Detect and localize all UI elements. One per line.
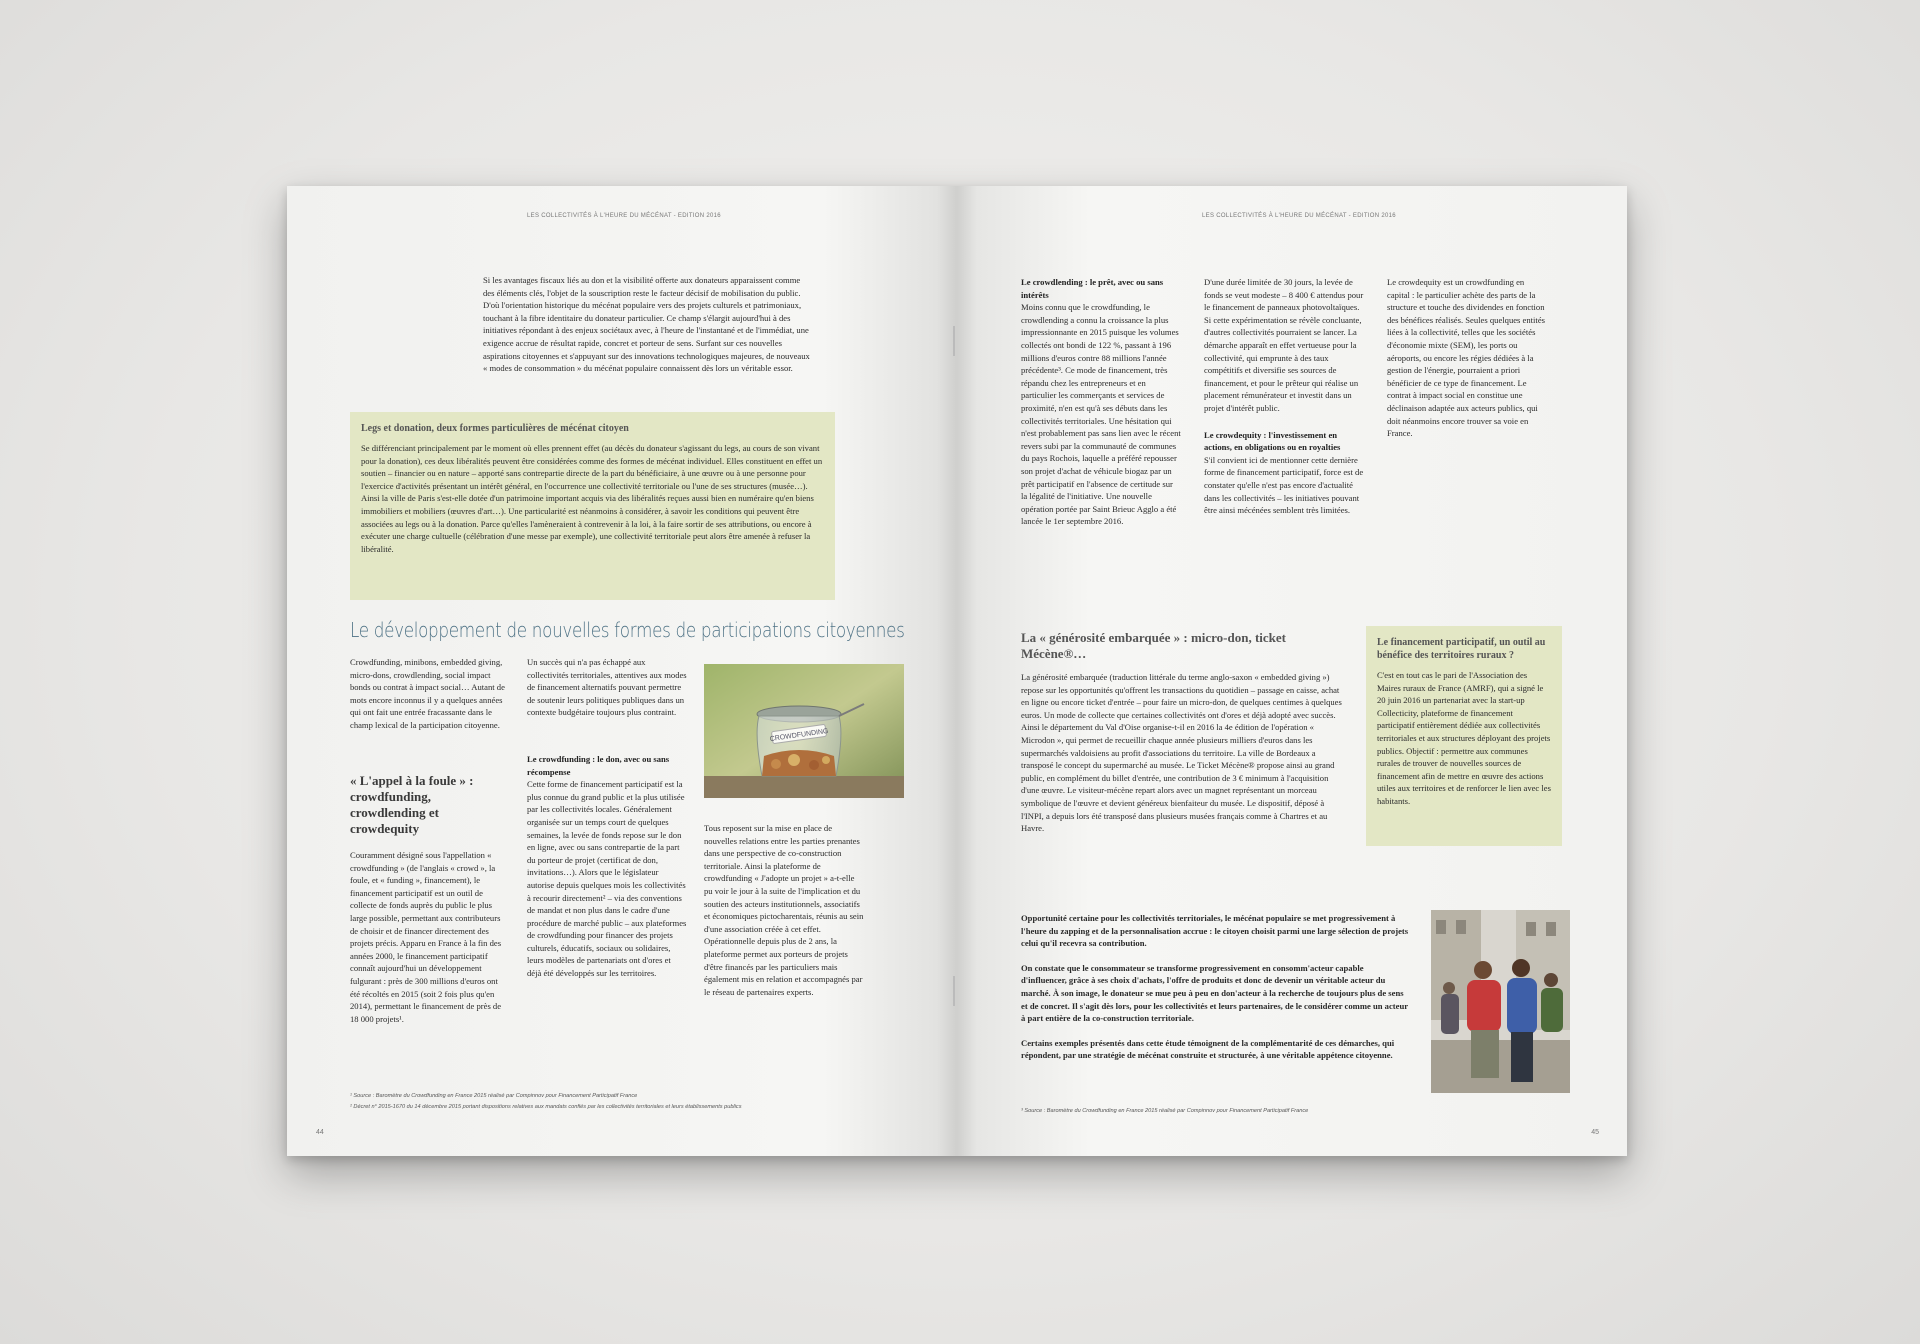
generosite-text: La générosité embarquée (traduction littérale du terme anglo-saxon « embedded giving ») repose sur les opportunités qu'offrent les transactions du quotidien – passage en caisse, achat en ligne ou encore ticket d'entrée – pour faire un micro-don, de quelques centimes à quelques euros. Un mode de collecte que certaines collectivités ont d'ores et déjà adopté avec succès. Ainsi le département du Val d'Oise organise-t-il en 2016 la 4e édition de l'opération « Microdon », qui permet de recueillir chaque année plusieurs milliers d'euros dans les supermarchés valdoisiens au profit d'associations du territoire. La ville de Bordeaux a transposé le concept du supermarché au musée. Le Ticket Mécène® propose ainsi au grand public, en complément du billet d'entrée, une contribution de 3 € minimum à l'acquisition d'une œuvre. Le visiteur-mécène repart alors avec un magnet représentant un morceau symbolique de l'œuvre et devient généreux bienfaiteur du musée. Le dispositif, déposé à l'INPI, a depuis lors été transposé dans plusieurs musées français comme à Chartres et au Havre. — [1021, 672, 1342, 834]
footnote-1: ¹ Source : Baromètre du Crowdfunding en France 2015 réalisé par Compinnov pour Financement Participatif France — [350, 1093, 638, 1099]
footnote-3: ³ Source : Baromètre du Crowdfunding en France 2015 réalisé par Compinnov pour Financement Participatif France — [1021, 1108, 1309, 1114]
crowdfunding-don-subhead: Le crowdfunding : le don, avec ou sans récompense — [527, 753, 670, 777]
binding-mark — [953, 976, 955, 1006]
box-title: Legs et donation, deux formes particulières de mécénat citoyen — [361, 423, 629, 434]
binding-mark — [953, 326, 955, 356]
column-3: Tous reposent sur la mise en place de nouvelles relations entre les parties prenantes dans une perspective de co-construction territoriale. Ainsi la plateforme de crowdfunding « J'adopte un projet » a-t-elle pu voir le jour à la suite de l'implication et du soutien des acteurs institutionnels, associatifs et économiques pictocharentais, réunis au sein d'une association créée à cet effet. Opérationnelle depuis plus de 2 ans, la plateforme permet aux porteurs de projets d'être financés par les particuliers mais également mis en relation et accompagnés par le réseau de partenaires experts. — [704, 823, 864, 997]
column-2: Un succès qui n'a pas échappé aux collectivités territoriales, attentives aux modes de financement alternatifs pouvant permettre de soutenir leurs politiques publiques dans un contexte budgétaire toujours plus contraint. Le crowdfunding : le don, avec ou sans récompense Cette forme de financement participatif est la plus connue du grand public et la plus utilisée par les collectivités locales. Généralement organisée sur un temps court de quelques semaines, la levée de fonds repose sur le don en ligne, avec ou sans contrepartie de la part du porteur de projet (certificat de don, invitations…). Alors que le législateur autorise depuis quelques mois les collectivités à recourir directement² – via des conventions de mandat et non plus dans le cadre d'une procédure de marché public – aux plateformes de crowdfunding pour financer des projets culturels, éducatifs, sociaux ou solidaires, leurs modèles de partenariats ont d'ores et déjà été développés sur les territoires. — [527, 657, 687, 979]
jar-label: CROWDFUNDING — [769, 727, 829, 744]
left-page — [287, 186, 957, 1156]
page-number: 44 — [316, 1129, 324, 1136]
crowdlending-subhead: Le crowdlending : le prêt, avec ou sans intérêts — [1021, 277, 1164, 300]
box-text: Se différenciant principalement par le moment où elles prennent effet (au décès du donateur s'agissant du legs, au cours de son vivant pour la donation), ces deux libéralités peuvent être considérées comme des formes de mécénat individuel. Elles constituent en effet un soutien – financier ou en nature – apporté sans contrepartie directe de la part du bénéficiaire, à une œuvre ou à une personne pour l'exercice d'activités présentant un intérêt général, en l'occurrence une collectivité territoriale ou l'une de ses structures (musée…). Ainsi la ville de Paris s'est-elle dotée d'un patrimoine important acquis via des libéralités reçues aussi bien en numéraire qu'en biens immobiliers et mobiliers (œuvres d'art…). Une particularité est néanmoins à considérer, à savoir les conditions qui peuvent être associées au legs ou à la donation. Parce qu'elles l'amèneraient à contrevenir à la loi, à la faire sortir de ses attributions, ou encore à exécuter une charge cultuelle (célébration d'une messe par exemple), une collectivité territoriale peut alors être amenée à refuser la libéralité. — [361, 443, 823, 554]
box-text: C'est en tout cas le pari de l'Association des Maires ruraux de France (AMRF), qui a signé le 20 juin 2016 un partenariat avec la start-up Collecticity, plateforme de financement participatif entièrement dédiée aux collectivités territoriales et aux structures déployant des projets publics. Objectif : permettre aux communes rurales de trouver de nouvelles sources de financement afin de mettre en œuvre des actions utiles aux territoires et de renforcer le lien avec les habitants. — [1377, 670, 1551, 806]
intro-paragraph: Si les avantages fiscaux liés au don et la visibilité offerte aux donateurs apparaissent comme des éléments clés, l'objet de la souscription reste le facteur décisif de mobilisation du public. D'où l'orientation historique du mécénat populaire vers des projets culturels et patrimoniaux, touchant à la fibre identitaire du donateur particulier. Ce champ s'élargit aujourd'hui à des initiatives répondant à des enjeux sociétaux avec, à l'heure de l'instantané et de l'immédiat, une exigence accrue de résultat rapide, concret et porteur de sens. Surfant sur ces nouvelles aspirations citoyennes et s'appuyant sur des innovations technologiques majeures, de nouveaux « modes de consommation » du mécénat populaire connaissent dès lors un véritable essor. — [483, 275, 810, 374]
crowdfunding-jar-photo — [704, 664, 904, 798]
section-title: Le développement de nouvelles formes de participations citoyennes — [350, 618, 905, 642]
jar-image — [704, 664, 904, 798]
magazine-spread — [287, 186, 1627, 1156]
generosite-title: La « générosité embarquée » : micro-don, ticket Mécène®… — [1021, 630, 1287, 661]
right-page — [957, 186, 1627, 1156]
crowdequity-subhead: Le crowdequity : l'investissement en actions, en obligations ou en royalties — [1204, 429, 1341, 453]
right-column-2: D'une durée limitée de 30 jours, la levée de fonds se veut modeste – 8 400 € attendus pour le financement de panneaux photovoltaïques. Si cette expérimentation se révèle concluante, d'autres collectivités pourraient se lancer. La démarche apparaît en effet vertueuse pour la collectivité, qui emprunte à des taux compétitifs et diversifie ses sources de financement, et pour le prêteur qui réalise un placement rémunérateur et investit dans un projet d'intérêt public. Le crowdequity : l'investissement en actions, en obligations ou en royalties S'il convient ici de mentionner cette dernière forme de financement participatif, force est de constater qu'elle n'est pas encore d'actualité dans les collectivités – les initiatives pouvant être ainsi mécénées semblent très limitées. — [1204, 277, 1364, 516]
right-column-1: Le crowdlending : le prêt, avec ou sans intérêts Moins connu que le crowdfunding, le crowdlending a connu la croissance la plus impressionnante en 2015 puisque les volumes collectés ont bondi de 122 %, passant à 196 millions d'euros contre 88 millions l'année précédente³. Ce mode de financement, très répandu chez les entrepreneurs et en particulier les commerçants et services de proximité, n'en est qu'à ses débuts dans les collectivités territoriales. Une hésitation qui n'est probablement pas sans lien avec le récent revers subi par la communauté de communes du pays Rochois, laquelle a préféré repousser son projet d'achat de véhicule biogaz par un prêt participatif en l'absence de certitude sur la légalité de l'initiative. Une nouvelle opération portée par Saint Brieuc Agglo a été lancée le 1er septembre 2016. — [1021, 277, 1181, 527]
column-1-body: Couramment désigné sous l'appellation « crowdfunding » (de l'anglais « crowd », la foule, et « funding », financement), le financement participatif est un outil de collecte de fonds auprès du public le plus large possible, permettant aux contributeurs de choisir et de financer directement des projets précis. Apparu en France à la fin des années 2000, le financement participatif connaît aujourd'hui un développement fulgurant : près de 300 millions d'euros ont été récoltés en 2015 (soit 2 fois plus qu'en 2014), permettant le financement de près de 18 000 projets¹. — [350, 850, 502, 1024]
footnote-2: ² Décret n° 2015-1670 du 14 décembre 2015 portant dispositions relatives aux mandats confiés par les collectivités territoriales et leurs établissements publics — [350, 1104, 742, 1110]
running-head: LES COLLECTIVITÉS À L'HEURE DU MÉCÉNAT - EDITION 2016 — [1202, 213, 1396, 219]
street-crowd-photo — [1431, 910, 1570, 1093]
page-number: 45 — [1591, 1129, 1599, 1136]
rural-financing-box — [1366, 626, 1562, 846]
box-title: Le financement participatif, un outil au bénéfice des territoires ruraux ? — [1377, 637, 1546, 661]
right-column-3: Le crowdequity est un crowdfunding en capital : le particulier achète des parts de la structure et touche des dividendes en fonction des bénéfices réalisés. Seules quelques entités liées à la collectivité, telles que les sociétés d'économie mixte (SEM), les ports ou aéroports, ou encore les régies dédiées à la gestion de l'énergie, pourraient a priori bénéficier de ce type de financement. Le contrat à impact social en constitue une déclinaison adaptée aux acteurs publics, qui doit néanmoins encore trouver sa voie en France. — [1387, 277, 1545, 439]
legs-donation-box — [350, 412, 835, 600]
conclusion-bold-text: Opportunité certaine pour les collectivités territoriales, le mécénat populaire se met progressivement à l'heure du zapping et de la personnalisation accrue : le citoyen choisit parmi une large sélection de projets celui qu'il recevra sa contribution. On constate que le consommateur se transforme progressivement en consomm'acteur capable d'influencer, grâce à ses choix d'achats, l'offre de produits et donc de devenir un véritable acteur du marché. À son image, le donateur se mue peu à peu en don'acteur à la recherche de toujours plus de sens et de concret. Il s'agit dès lors, pour les collectivités et leurs partenaires, de le considérer comme un acteur à part entière de la co-construction territoriale. Certains exemples présentés dans cette étude témoignent de la complémentarité de ces démarches, qui répondent, par une stratégie de mécénat construite et structurée, à une véritable appétence citoyenne. — [1021, 913, 1409, 1061]
column-1: Crowdfunding, minibons, embedded giving, micro-dons, crowdlending, social impact bonds ou contrat à impact social… Autant de mots encore inconnus il y a quelques années qui ont fait une entrée fracassante dans le champ lexical de la participation citoyenne. — [350, 657, 505, 730]
street-image — [1431, 910, 1570, 1093]
running-head: LES COLLECTIVITÉS À L'HEURE DU MÉCÉNAT - EDITION 2016 — [527, 213, 721, 219]
crowdfunding-subhead: « L'appel à la foule » : crowdfunding, crowdlending et crowdequity — [350, 773, 474, 836]
